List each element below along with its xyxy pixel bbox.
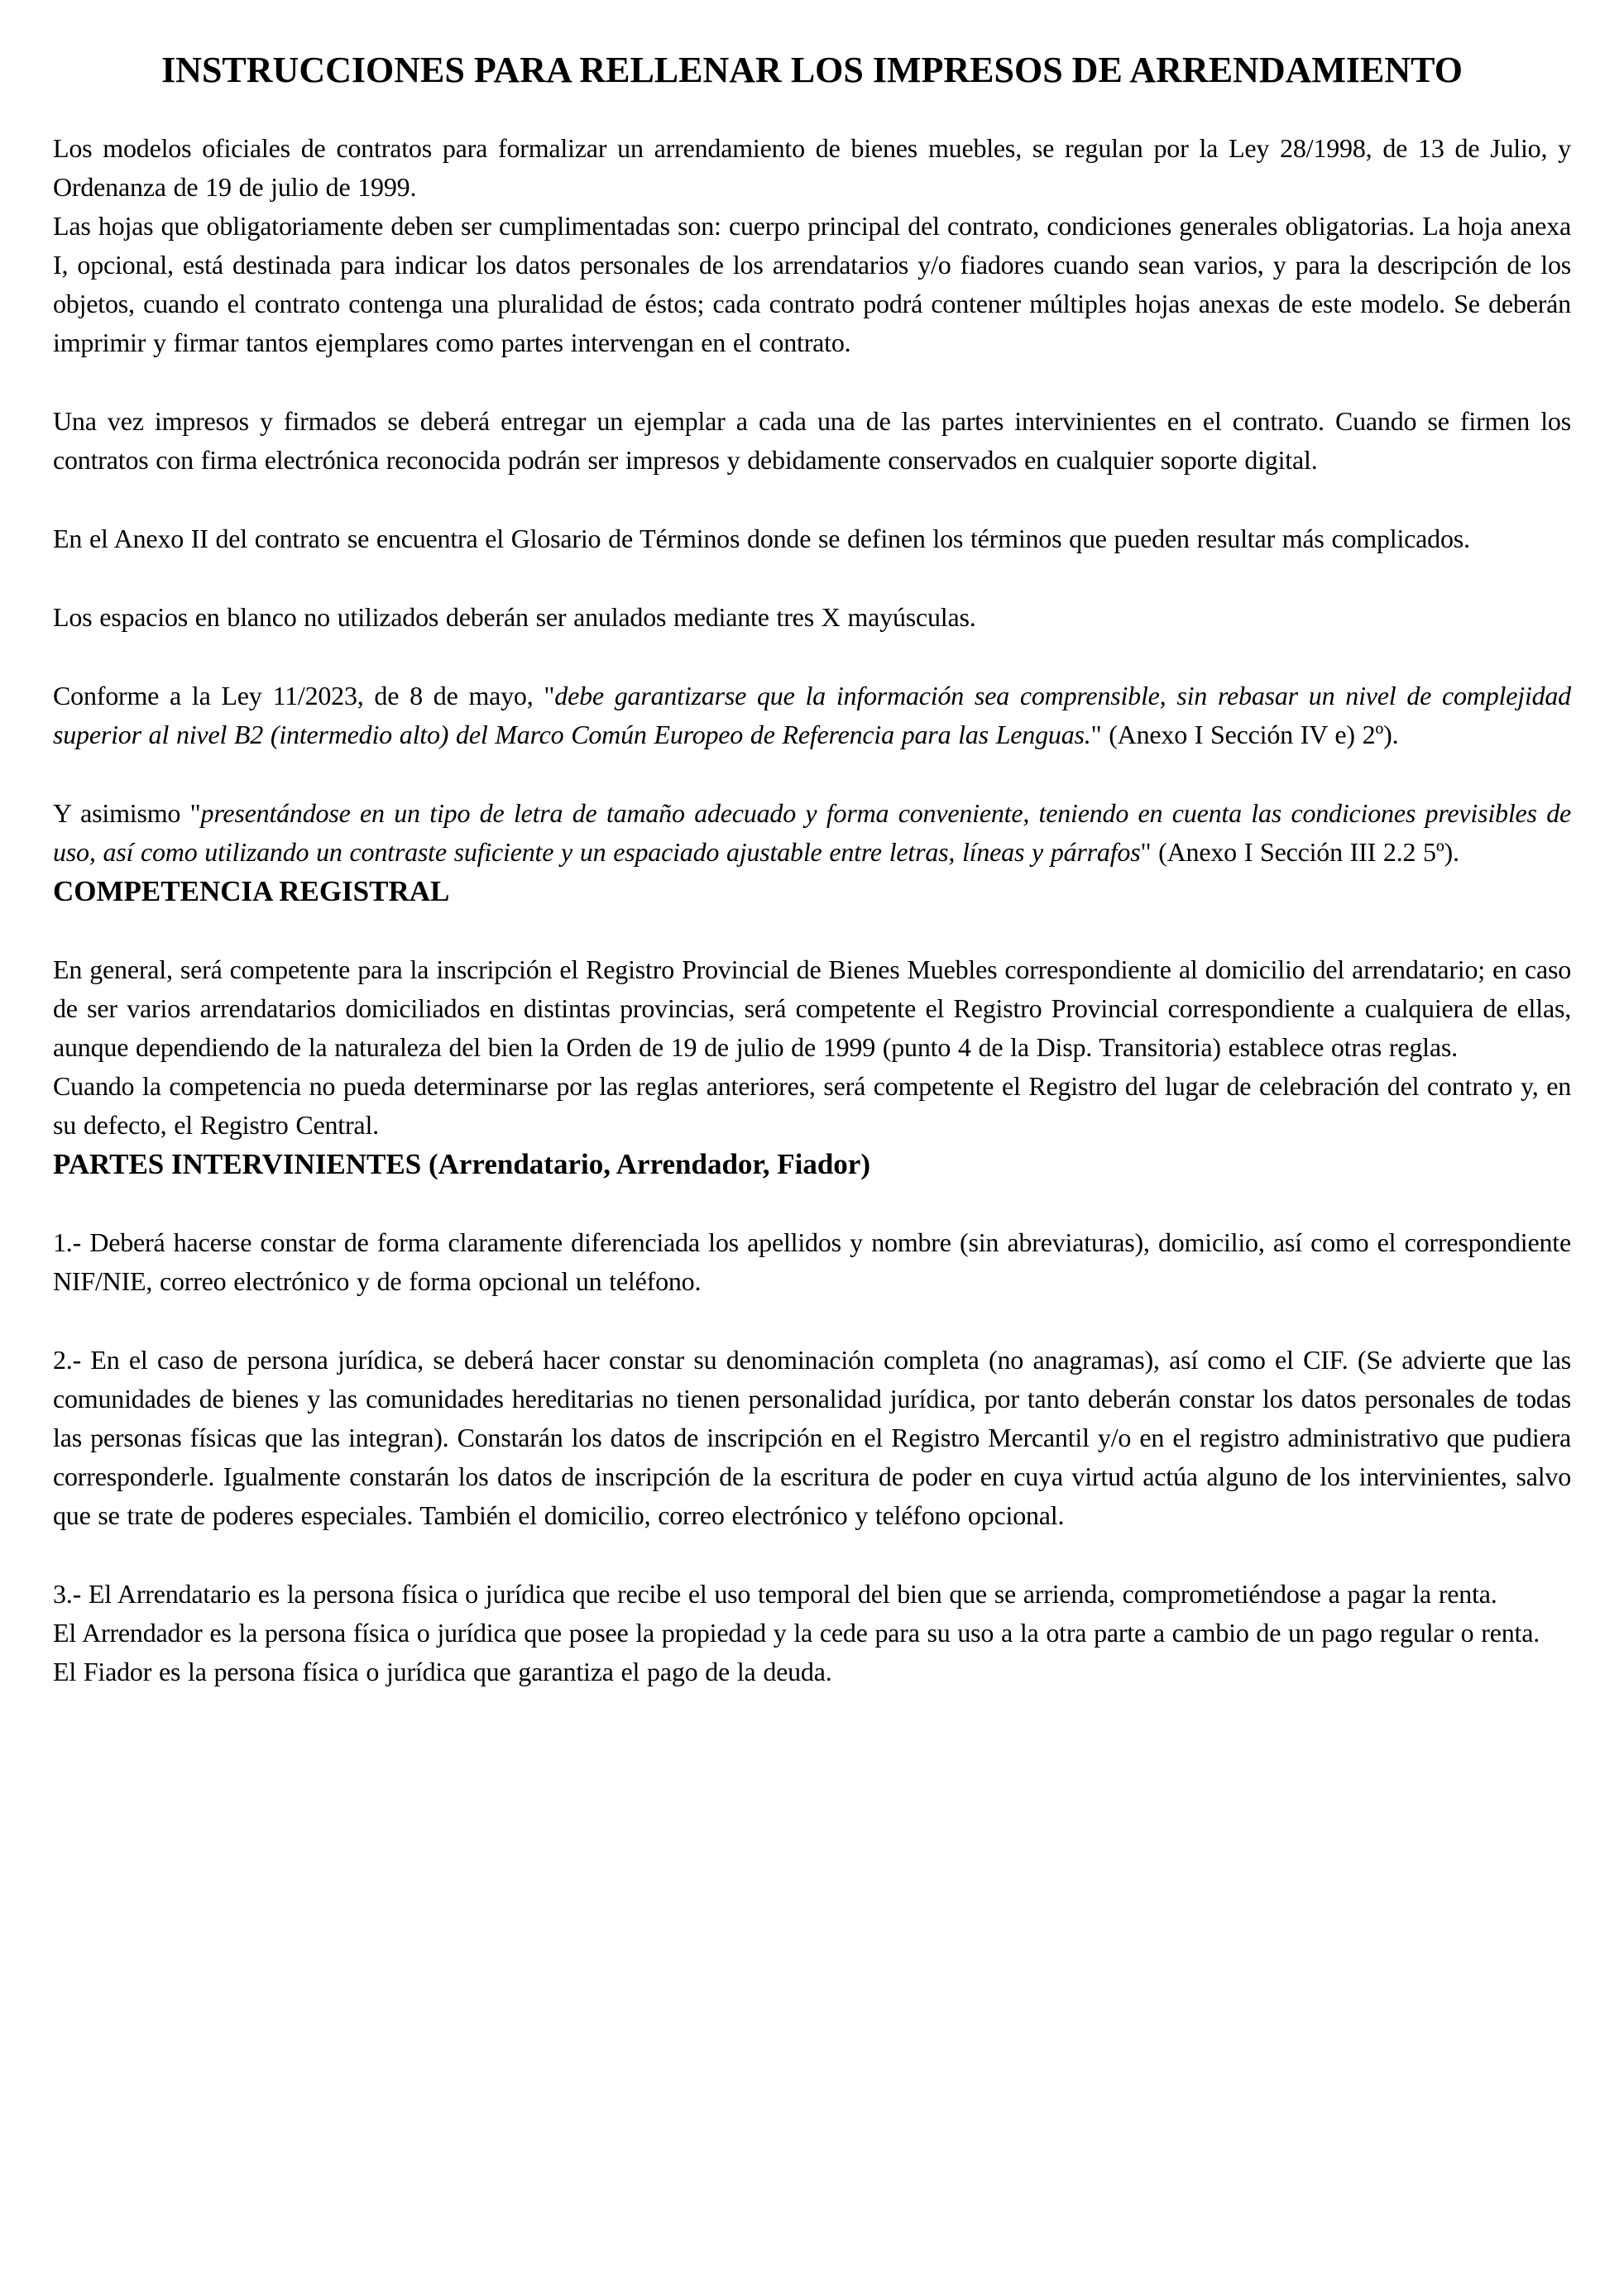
paragraph-official-models: Los modelos oficiales de contratos para formalizar un arrendamiento de bienes muebles, se regulan por la Ley 28/1998, de 13 de Julio, y Ordenanza de 19 de julio de 1999. (53, 133, 1571, 202)
paragraph-printed-copies: Una vez impresos y firmados se deberá entregar un ejemplar a cada una de las partes intervinientes en el contrato. Cuando se firmen los contratos con firma electrónica reconocida podrán ser impresos y debidamente conservados en cualquier soporte digital. (53, 406, 1571, 475)
paragraph-asimismo (53, 794, 1571, 872)
paragraph-partes-item-3-arrendador: El Arrendador es la persona física o jurídica que posee la propiedad y la cede para su uso a la otra parte a cambio de un pago regular o renta. (53, 1618, 1540, 1648)
law-quote-prefix: Conforme a la Ley 11/2023, de 8 de mayo, " (53, 681, 555, 710)
law-quote-italic: debe garantizarse que la información sea comprensible, sin rebasar un nivel de complejidad superior al nivel B2 (intermedio alto) del Marco Común Europeo de Referencia para las Lenguas. (53, 681, 1571, 749)
section-heading-competencia-registral: COMPETENCIA REGISTRAL (53, 875, 450, 907)
asimismo-quote-prefix: Y asimismo " (53, 798, 201, 828)
section-heading-partes-intervinientes: PARTES INTERVINIENTES (Arrendatario, Arrendador, Fiador) (53, 1148, 870, 1180)
document-title: INSTRUCCIONES PARA RELLENAR LOS IMPRESOS DE ARRENDAMIENTO (161, 50, 1463, 90)
paragraph-blank-spaces: Los espacios en blanco no utilizados deberán ser anulados mediante tres X mayúsculas. (53, 602, 976, 632)
asimismo-quote-italic: presentándose en un tipo de letra de tamaño adecuado y forma conveniente, teniendo en cuenta las condiciones previsibles de uso, así como utilizando un contraste suficiente y un espaciado ajustable entre letras, líneas y párrafos (53, 798, 1572, 867)
paragraph-competencia-general: En general, será competente para la inscripción el Registro Provincial de Bienes Muebles correspondiente al domicilio del arrendatario; en caso de ser varios arrendatarios domiciliados en distintas provincias, será competente el Registro Provincial correspondiente a cualquiera de ellas, aunque dependiendo de la naturaleza del bien la Orden de 19 de julio de 1999 (punto 4 de la Disp. Transitoria) establece otras reglas. (53, 954, 1571, 1062)
paragraph-mandatory-sheets: Las hojas que obligatoriamente deben ser cumplimentadas son: cuerpo principal del contrato, condiciones generales obligatorias. La hoja anexa I, opcional, está destinada para indicar los datos personales de los arrendatarios y/o fiadores cuando sean varios, y para la descripción de los objetos, cuando el contrato contenga una pluralidad de éstos; cada contrato podrá contener múltiples hojas anexas de este modelo. Se deberán imprimir y firmar tantos ejemplares como partes intervengan en el contrato. (53, 211, 1571, 357)
paragraph-partes-item-2: 2.- En el caso de persona jurídica, se deberá hacer constar su denominación completa (no anagramas), así como el CIF. (Se advierte que las comunidades de bienes y las comunidades hereditarias no tienen personalidad jurídica, por tanto deberán constar los datos personales de todas las personas físicas que las integran). Constarán los datos de inscripción en el Registro Mercantil y/o en el registro administrativo que pudiera corresponderle. Igualmente constarán los datos de inscripción de la escritura de poder en cuya virtud actúa alguno de los intervinientes, salvo que se trate de poderes especiales. También el domicilio, correo electrónico y teléfono opcional. (53, 1345, 1571, 1530)
paragraph-competencia-fallback: Cuando la competencia no pueda determinarse por las reglas anteriores, será competente el Registro del lugar de celebración del contrato y, en su defecto, el Registro Central. (53, 1071, 1571, 1140)
paragraph-partes-item-3-fiador: El Fiador es la persona física o jurídica que garantiza el pago de la deuda. (53, 1657, 832, 1686)
paragraph-law-11-2023 (53, 677, 1571, 754)
paragraph-partes-item-3-arrendatario: 3.- El Arrendatario es la persona física o jurídica que recibe el uso temporal del bien que se arrienda, comprometiéndose a pagar la renta. (53, 1579, 1497, 1609)
paragraph-annex-glossary: En el Anexo II del contrato se encuentra el Glosario de Términos donde se definen los términos que pueden resultar más complicados. (53, 524, 1470, 553)
paragraph-partes-item-1: 1.- Deberá hacerse constar de forma claramente diferenciada los apellidos y nombre (sin abreviaturas), domicilio, así como el correspondiente NIF/NIE, correo electrónico y de forma opcional un teléfono. (53, 1227, 1571, 1296)
law-quote-suffix: " (Anexo I Sección IV e) 2º). (1090, 720, 1399, 749)
asimismo-quote-suffix: " (Anexo I Sección III 2.2 5º). (1140, 837, 1459, 867)
